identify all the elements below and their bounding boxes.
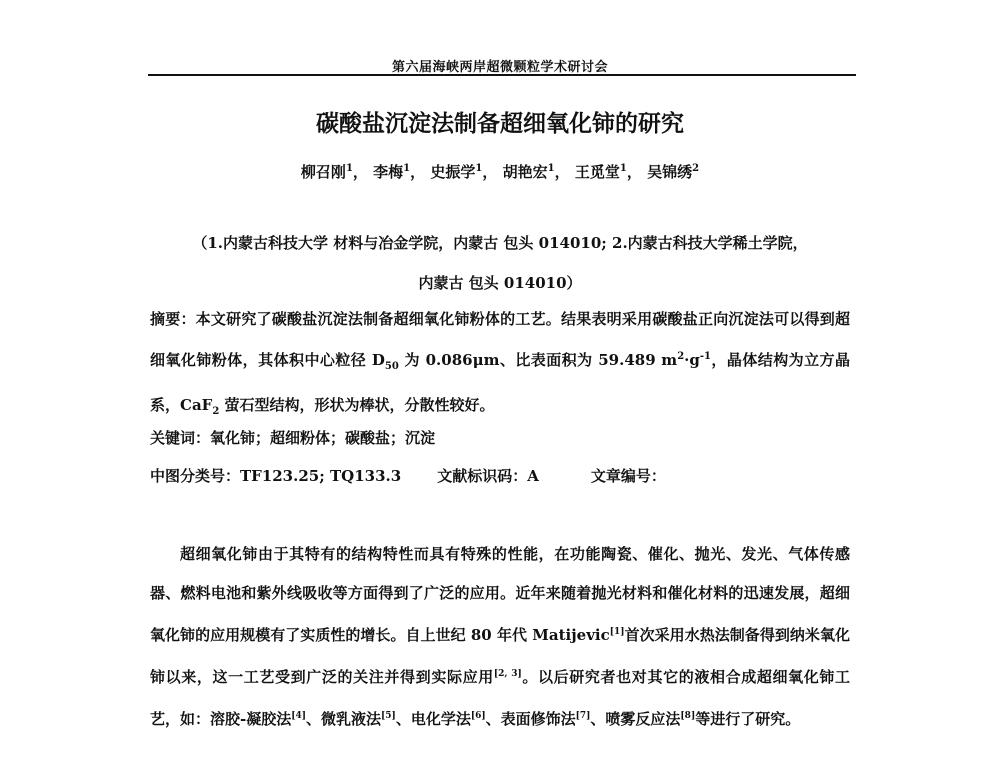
- conference-header: 第六届海峡两岸超微颗粒学术研讨会: [391, 60, 608, 75]
- body-text: 、表面修饰法: [485, 710, 576, 728]
- subscript: 50: [384, 361, 399, 372]
- author: 史振学: [430, 163, 476, 181]
- abstract-label: 摘要：: [150, 310, 196, 328]
- superscript: 2: [677, 351, 685, 362]
- abstract: [150, 300, 850, 431]
- abstract-text: 本文研究了碳酸盐沉淀法制备超细氧化铈粉体的工艺。结果表明采用碳酸盐正向沉淀法可以得到超细氧化铈粉体，其体积中心粒径 D: [150, 310, 850, 369]
- citation: [4]: [291, 711, 307, 721]
- subscript: 2: [212, 406, 220, 417]
- affiliations: [150, 223, 850, 303]
- author: 吴锦绣: [647, 163, 693, 181]
- body-text: 、微乳液法: [306, 710, 382, 728]
- body-text: 、电化学法: [395, 710, 471, 728]
- superscript: -1: [699, 351, 711, 362]
- article-number: 文章编号：: [590, 467, 666, 485]
- author-list: [0, 161, 1000, 182]
- citation: [2, 3]: [493, 669, 522, 679]
- author-separator: ，: [410, 163, 426, 181]
- author-affiliation-mark: 1: [403, 163, 411, 174]
- author: 柳召刚: [300, 163, 346, 181]
- citation: [8]: [680, 711, 696, 721]
- author-separator: ，: [626, 163, 642, 181]
- citation: [6]: [470, 711, 486, 721]
- author: 胡艳宏: [502, 163, 548, 181]
- author-affiliation-mark: 1: [345, 163, 353, 174]
- abstract-text: ，晶体结构为立方晶系，CaF: [150, 351, 850, 414]
- author-separator: ，: [482, 163, 498, 181]
- body-text: 。以后研究者也对其它的液相合成超细氧化铈工艺，如：溶胶-凝胶法: [150, 668, 850, 728]
- clc-number: 中图分类号：TF123.25; TQ133.3: [150, 467, 402, 485]
- classification-line: [150, 465, 666, 486]
- intro-paragraph: [150, 535, 850, 739]
- document-code: 文献标识码：A: [437, 467, 539, 485]
- abstract-text: 为 0.086μm、比表面积为 59.489 m: [398, 351, 678, 369]
- author: 王觅堂: [574, 163, 620, 181]
- citation: [7]: [575, 711, 591, 721]
- body-text: 超细氧化铈由于其特有的结构特性而具有特殊的性能，在功能陶瓷、催化、抛光、发光、气体传感器、燃料电池和紫外线吸收等方面得到了广泛的应用。近年来随着抛光材料和催化材料的迅速发展，超细氧化铈的应用规模有了实质性的增长。自上世纪 80 年代 Matijevic: [150, 545, 850, 644]
- author-affiliation-mark: 1: [547, 163, 555, 174]
- header-rule: [148, 74, 856, 76]
- author-affiliation-mark: 1: [475, 163, 483, 174]
- paper-title: 碳酸盐沉淀法制备超细氧化铈的研究: [316, 110, 684, 137]
- abstract-text: ·g: [684, 351, 700, 369]
- author: 李梅: [373, 163, 404, 181]
- body-text: 首次采用水热法制备得到纳米氧化铈以来，这一工艺受到广泛的关注并得到实际应用: [150, 626, 850, 686]
- citation: [1]: [609, 627, 625, 637]
- affiliation-line: （1.内蒙古科技大学 材料与冶金学院，内蒙古 包头 014010; 2.内蒙古科技大学稀土学院，: [192, 234, 808, 252]
- author-separator: ，: [554, 163, 570, 181]
- body-text: 、喷雾反应法: [590, 710, 681, 728]
- author-affiliation-mark: 2: [692, 163, 700, 174]
- citation: [5]: [381, 711, 396, 721]
- body-text: 等进行了研究。: [695, 710, 801, 728]
- abstract-text: 萤石型结构，形状为棒状，分散性较好。: [219, 396, 495, 414]
- affiliation-line: 内蒙古 包头 014010）: [418, 274, 582, 292]
- keywords: 关键词：氧化铈；超细粉体；碳酸盐；沉淀: [150, 429, 436, 447]
- author-affiliation-mark: 1: [619, 163, 627, 174]
- author-separator: ，: [352, 163, 368, 181]
